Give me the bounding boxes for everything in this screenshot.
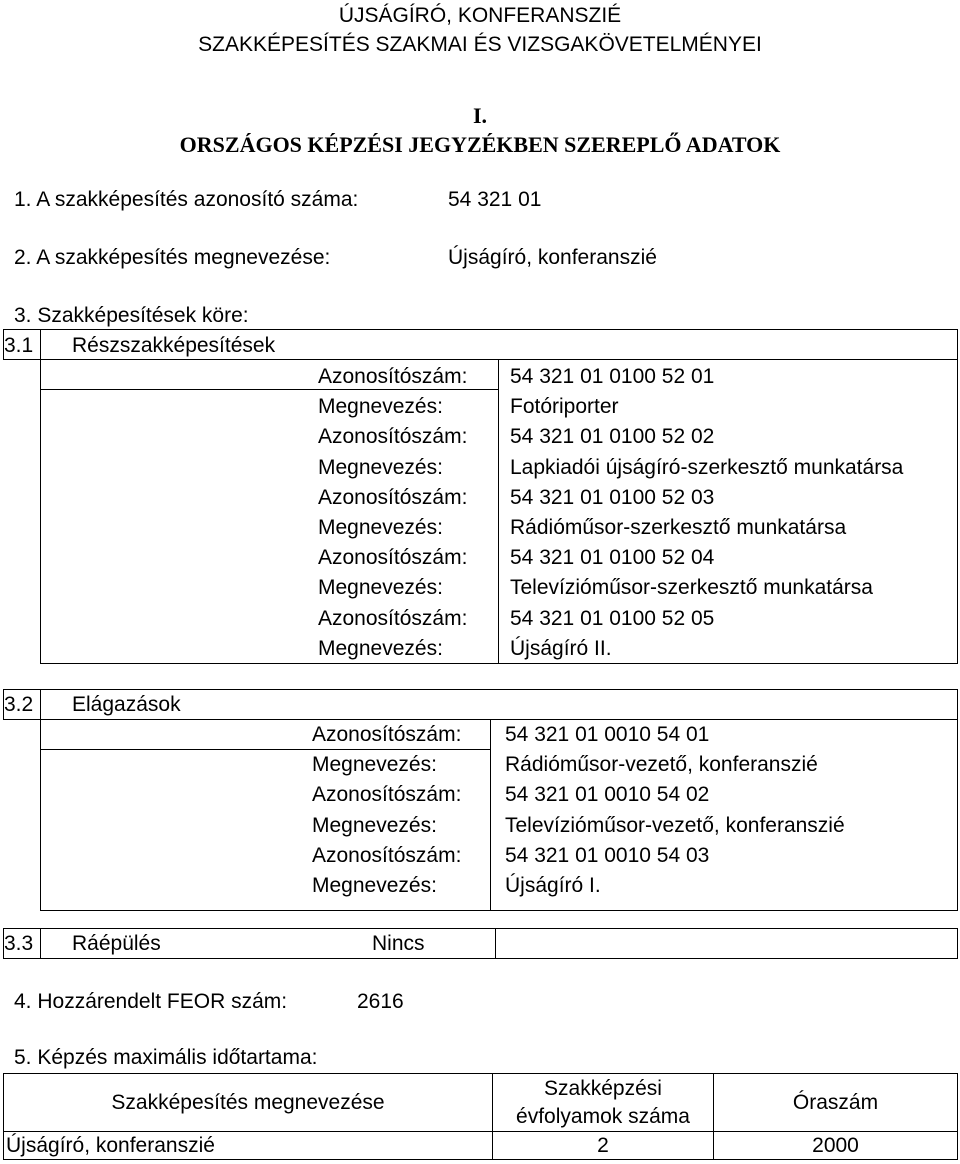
row-key: Megnevezés: — [312, 753, 437, 777]
row-value: Újságíró I. — [505, 874, 601, 897]
item4-label: 4. Hozzárendelt FEOR szám: — [14, 990, 288, 1013]
row-key: Azonosítószám: — [318, 425, 468, 449]
item1-value: 54 321 01 — [448, 188, 542, 211]
row-key: Azonosítószám: — [312, 783, 462, 807]
row-key: Megnevezés: — [318, 636, 443, 660]
row-key: Megnevezés: — [318, 576, 443, 600]
section-title: ORSZÁGOS KÉPZÉSI JEGYZÉKBEN SZEREPLŐ ADATOK — [179, 132, 781, 157]
row-key: Azonosítószám: — [318, 365, 468, 388]
branches-num: 3.2 — [4, 693, 34, 716]
branches-title: Elágazások — [72, 693, 181, 716]
row-value: 54 321 01 0010 54 02 — [505, 783, 710, 807]
duration-table — [3, 1073, 958, 1160]
row-value: Újságíró II. — [510, 636, 612, 660]
doc-title-line1: ÚJSÁGÍRÓ, KONFERANSZIÉ — [338, 4, 622, 27]
duration-header-name: Szakképesítés megnevezése — [4, 1074, 493, 1132]
duration-cell-grades: 2 — [493, 1132, 714, 1160]
row-key: Azonosítószám: — [318, 546, 468, 570]
row-value: Televízióműsor-vezető, konferanszié — [505, 813, 845, 837]
item2-value: Újságíró, konferanszié — [448, 246, 657, 269]
item2-label: 2. A szakképesítés megnevezése: — [14, 246, 331, 269]
row-key: Azonosítószám: — [312, 723, 462, 746]
duration-header-grades-l2: évfolyamok száma — [516, 1104, 690, 1128]
row-value: 54 321 01 0100 52 05 — [510, 606, 715, 630]
row-value: 54 321 01 0010 54 03 — [505, 843, 710, 867]
row-value: 54 321 01 0100 52 01 — [510, 365, 715, 388]
row-value: 54 321 01 0100 52 02 — [510, 425, 715, 449]
row-value: Lapkiadói újságíró-szerkesztő munkatársa — [510, 455, 904, 479]
doc-title-line2: SZAKKÉPESÍTÉS SZAKMAI ÉS VIZSGAKÖVETELMÉNYEI — [198, 33, 762, 56]
item4-value: 2616 — [357, 990, 404, 1013]
addon-value: Nincs — [372, 932, 425, 955]
item3-label: 3. Szakképesítések köre: — [14, 304, 249, 327]
row-key: Megnevezés: — [318, 395, 443, 419]
row-key: Azonosítószám: — [318, 485, 468, 509]
row-value: Rádióműsor-szerkesztő munkatársa — [510, 516, 847, 539]
row-value: Televízióműsor-szerkesztő munkatársa — [510, 576, 873, 600]
row-key: Megnevezés: — [318, 455, 443, 479]
duration-cell-hours: 2000 — [714, 1132, 958, 1160]
row-value: 54 321 01 0100 52 04 — [510, 546, 715, 570]
section-number: I. — [472, 103, 488, 128]
row-key: Megnevezés: — [312, 874, 437, 897]
row-value: Fotóriporter — [510, 395, 619, 419]
duration-header-grades-l1: Szakképzési — [544, 1076, 662, 1100]
item1-label: 1. A szakképesítés azonosító száma: — [14, 188, 359, 211]
duration-cell-name: Újságíró, konferanszié — [4, 1132, 493, 1160]
item5-label: 5. Képzés maximális időtartama: — [14, 1046, 318, 1069]
row-key: Azonosítószám: — [318, 606, 468, 630]
partial-num: 3.1 — [4, 334, 34, 357]
row-value: Rádióműsor-vezető, konferanszié — [505, 753, 818, 777]
duration-header-grades — [493, 1074, 714, 1132]
row-value: 54 321 01 0100 52 03 — [510, 485, 715, 509]
partial-title: Részszakképesítések — [72, 334, 276, 357]
addon-num: 3.3 — [4, 932, 34, 955]
row-key: Megnevezés: — [312, 813, 437, 837]
row-key: Megnevezés: — [318, 516, 443, 539]
duration-header-hours: Óraszám — [714, 1074, 958, 1132]
addon-title: Ráépülés — [72, 932, 161, 955]
row-key: Azonosítószám: — [312, 843, 462, 867]
row-value: 54 321 01 0010 54 01 — [505, 723, 710, 746]
